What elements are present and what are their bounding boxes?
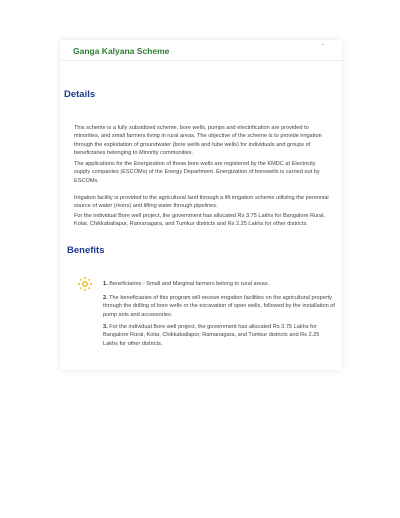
details-paragraph: For the individual Bore well project, the government has allocated Rs 3.75 Lakhs for Bangalore Rural, Kolar, Chikkaballapur, Ramanagara, and Tumkur districts and Rs 2.25 Lakhs for other districts. — [74, 213, 325, 228]
benefit-item — [103, 323, 335, 348]
benefit-number: 3. — [103, 324, 108, 330]
details-paragraph: The applications for the Energization of these bore wells are registered by the KMDC at Electricity supply companies (ESCOMs) of the Energy Department. Energization of borewells is carried out by ESCOMs. — [74, 161, 320, 184]
benefit-number: 2. — [103, 295, 108, 301]
benefit-item — [103, 294, 335, 319]
scheme-title: Ganga Kalyana Scheme — [73, 46, 170, 56]
benefits-heading: Benefits — [67, 245, 105, 256]
benefit-text: Beneficiaries - Small and Marginal farmers belong to rural areas. — [109, 281, 270, 287]
benefit-item — [103, 280, 335, 288]
sun-coin-icon — [77, 276, 93, 292]
benefit-text: For the individual Bore well project, the government has allocated Rs 3.75 Lakhs for Bangalore Rural, Kolar, Chikkaballapur, Ramanagara, and Tumkur districts and Rs 2.25 Lakhs for other districts. — [103, 324, 320, 347]
divider — [60, 60, 342, 61]
benefit-number: 1. — [103, 281, 108, 287]
details-heading: Details — [64, 89, 96, 100]
benefit-text: The beneficiaries of this program will receive irrigation facilities on the agricultural property through the drilling of bore wells or the excavation of open wells, followed by the installation of pump sets and accessories. — [103, 295, 335, 318]
details-paragraph: This scheme is a fully subsidized scheme, bore wells, pumps and electrification are provided to minorities, and small farmers living in rural areas. The objective of the scheme is to provide irrigation through the exploitation of groundwater (bore wells and tube wells) for individuals and groups of beneficiaries belonging to Minority communities. — [74, 125, 322, 157]
details-paragraph: Irrigation facility is provided to the agricultural land through a lift irrigation scheme utilizing the perennial source of water (rivers) and lifting water through pipelines. — [74, 195, 329, 210]
decorative-dot — [322, 44, 324, 45]
